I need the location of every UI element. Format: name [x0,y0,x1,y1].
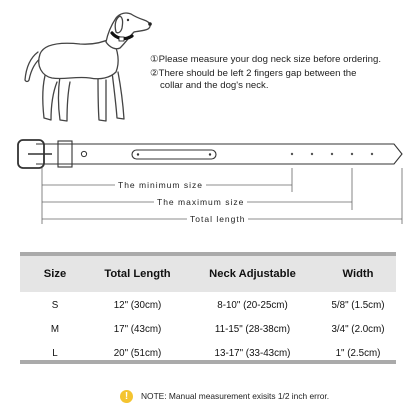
minimum-size-label: The minimum size [115,180,206,190]
header-size: Size [43,268,67,280]
dog-illustration [20,10,155,128]
keeper-loop [58,141,72,167]
instruction-2-text: There should be left 2 fingers gap between the [158,68,357,79]
cell-neck-adjustable: 13-17" (33-43cm) [214,348,291,359]
instruction-2-continued-text: collar and the dog's neck. [160,80,269,91]
header-neck-adjustable: Neck Adjustable [209,268,296,280]
cell-total-length: 20" (51cm) [113,348,162,359]
size-table [20,252,396,364]
cell-total-length: 17" (43cm) [113,324,162,335]
header-width: Width [342,268,374,280]
note-text: NOTE: Manual measurement exisits 1/2 inch error. [141,391,330,401]
maximum-size-label: The maximum size [154,197,247,207]
table-header [20,256,396,292]
adjustment-holes [291,153,373,155]
instruction-1-marker: ① [150,54,159,65]
instruction-1 [150,54,381,66]
cell-width: 3/4" (2.0cm) [331,324,385,335]
cell-size: L [52,348,58,359]
instruction-2 [150,68,356,80]
instruction-1-text: Please measure your dog neck size before ordering. [158,54,381,65]
warning-icon: ! [120,390,133,403]
total-length-label: Total length [187,214,248,224]
cell-neck-adjustable: 11-15" (28-38cm) [214,324,291,335]
cell-width: 5/8" (1.5cm) [331,300,385,311]
instruction-2-continued [160,80,269,92]
cell-size: M [50,324,60,335]
header-total-length: Total Length [104,268,171,280]
cell-size: S [51,300,59,311]
cell-total-length: 12" (30cm) [113,300,162,311]
nameplate [132,150,216,159]
cell-neck-adjustable: 8-10" (20-25cm) [217,300,288,311]
collar-strap [36,144,402,164]
cell-width: 1" (2.5cm) [335,348,381,359]
instruction-2-marker: ② [150,68,159,79]
